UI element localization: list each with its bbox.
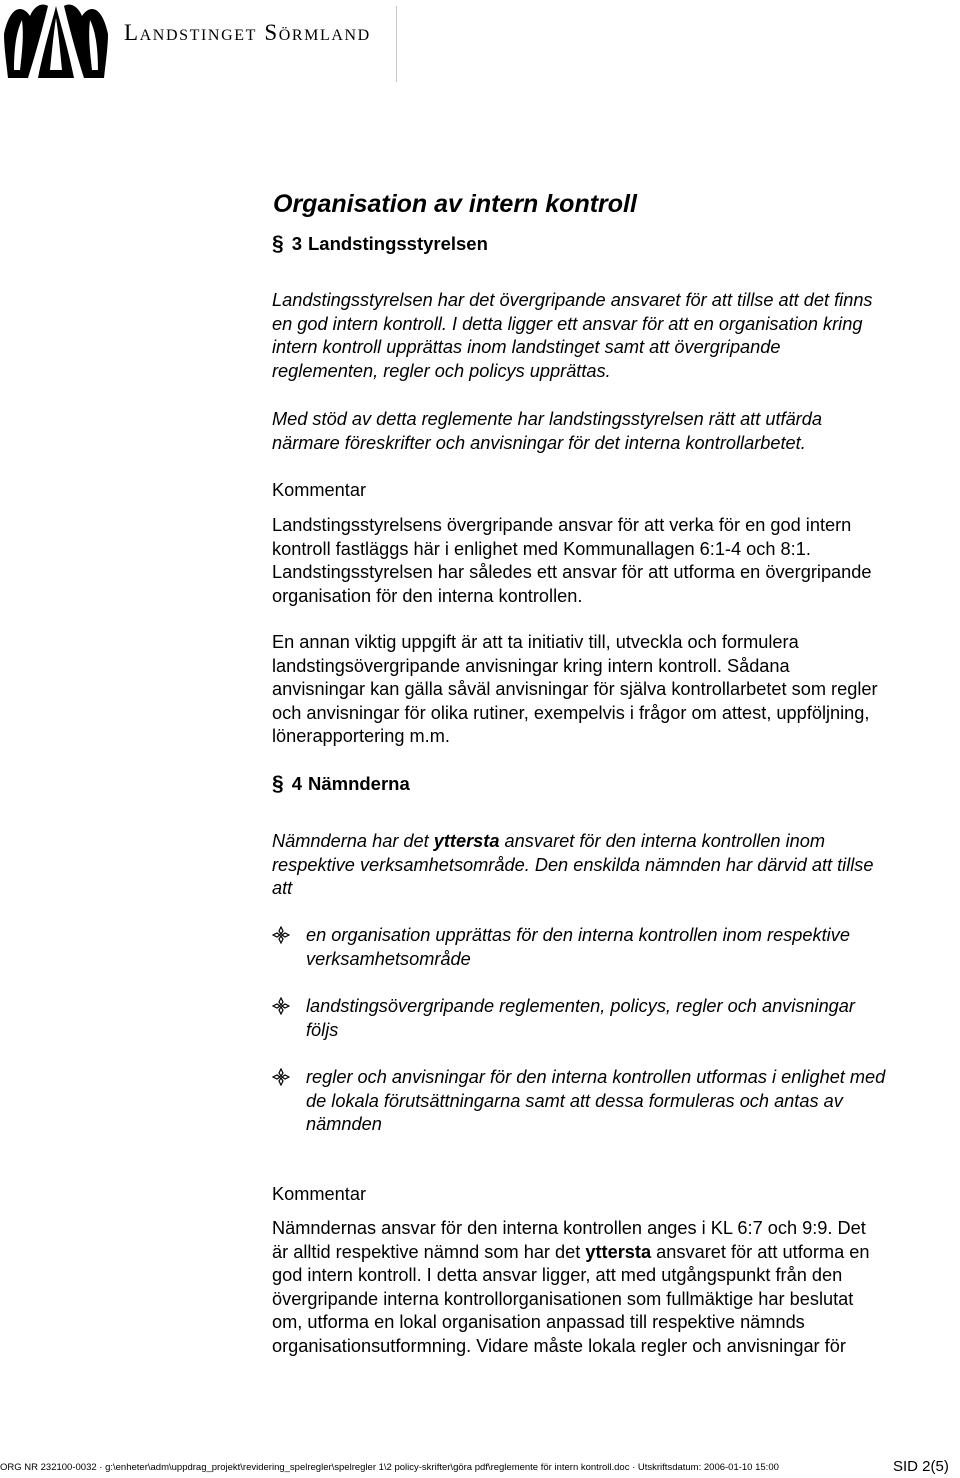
emphasis-yttersta: yttersta [433, 831, 500, 851]
brand-name: Landstinget Sörmland [124, 20, 371, 45]
comment-heading: Kommentar [272, 1184, 367, 1204]
footer-text: ORG NR 232100-0032 · g:\enheter\adm\uppdrag_projekt\revidering_spelregler\spelregler 1\2 policy-skrifter\göra pdf\reglemente för intern kontroll.doc · Utskriftsdatum: 2006-01-10 15:00 [0, 1462, 779, 1473]
section-3-comment-paragraph-2: En annan viktig uppgift är att ta initiativ till, utveckla och formulera landstingsövergripande anvisningar kring intern kontroll. Sådana anvisningar kan gälla såväl anvisningar för själva kontrollarbetet som regler och anvisningar för olika rutiner, exempelvis i frågor om attest, uppföljning, lönerapportering m.m. [272, 632, 878, 746]
section-4-heading [272, 772, 410, 796]
tulip-crown-icon [0, 0, 112, 90]
section-number: 4 [291, 773, 302, 794]
diamond-bullet-icon [272, 926, 290, 944]
section-3-paragraph-1: Landstingsstyrelsen har det övergripande ansvaret för att tillse att det finns en god intern kontroll. I detta ligger ett ansvar för att en organisation kring intern kontroll upprättas inom landstinget samt att övergripande reglementen, regler och policys upprättas. [272, 290, 873, 381]
emphasis-yttersta: yttersta [585, 1241, 652, 1262]
section-symbol: § [272, 232, 284, 255]
bullet-text: regler och anvisningar för den interna kontrollen utformas i enlighet med de lokala förutsättningarna samt att dessa formuleras och antas av nämnden [306, 1067, 886, 1134]
section-4-intro: Nämnderna har det yttersta ansvaret för den interna kontrollen inom respektive verksamhetsområde. Den enskilda nämnden har därvid att tillse att [272, 831, 874, 898]
bullet-text: landstingsövergripande reglementen, policys, regler och anvisningar följs [306, 996, 855, 1040]
section-title: Nämnderna [307, 773, 410, 794]
section-3-heading [272, 232, 488, 256]
page-number: SID 2(5) [893, 1458, 949, 1475]
section-3-paragraph-2: Med stöd av detta reglemente har landstingsstyrelsen rätt att utfärda närmare föreskrifter och anvisningar för det interna kontrollarbetet. [272, 409, 822, 453]
section-number: 3 [291, 233, 302, 254]
section-symbol: § [272, 772, 284, 795]
page-title: Organisation av intern kontroll [273, 190, 637, 218]
bullet-text: en organisation upprättas för den interna kontrollen inom respektive verksamhetsområde [306, 925, 850, 969]
comment-heading: Kommentar [272, 480, 367, 500]
header-divider [396, 6, 397, 82]
section-3-comment-paragraph-1: Landstingsstyrelsens övergripande ansvar för att verka för en god intern kontroll fastläggs här i enlighet med Kommunallagen 6:1-4 och 8:1. Landstingsstyrelsen har således ett ansvar för att utforma en övergripande organisation för den interna kontrollen. [272, 515, 872, 606]
section-title: Landstingsstyrelsen [307, 233, 488, 254]
diamond-bullet-icon [272, 997, 290, 1015]
diamond-bullet-icon [272, 1068, 290, 1086]
section-4-comment-paragraph: Nämndernas ansvar för den interna kontrollen anges i KL 6:7 och 9:9. Det är alltid respektive nämnd som har det yttersta ansvaret för att utforma en god intern kontroll. I detta ansvar ligger, att med utgångspunkt från den övergripande interna kontrollorganisationen som fullmäktige har beslutat om, utforma en lokal organisation anpassad till respektive nämnds organisationsutformning. Vidare måste lokala regler och anvisningar för [272, 1218, 870, 1356]
